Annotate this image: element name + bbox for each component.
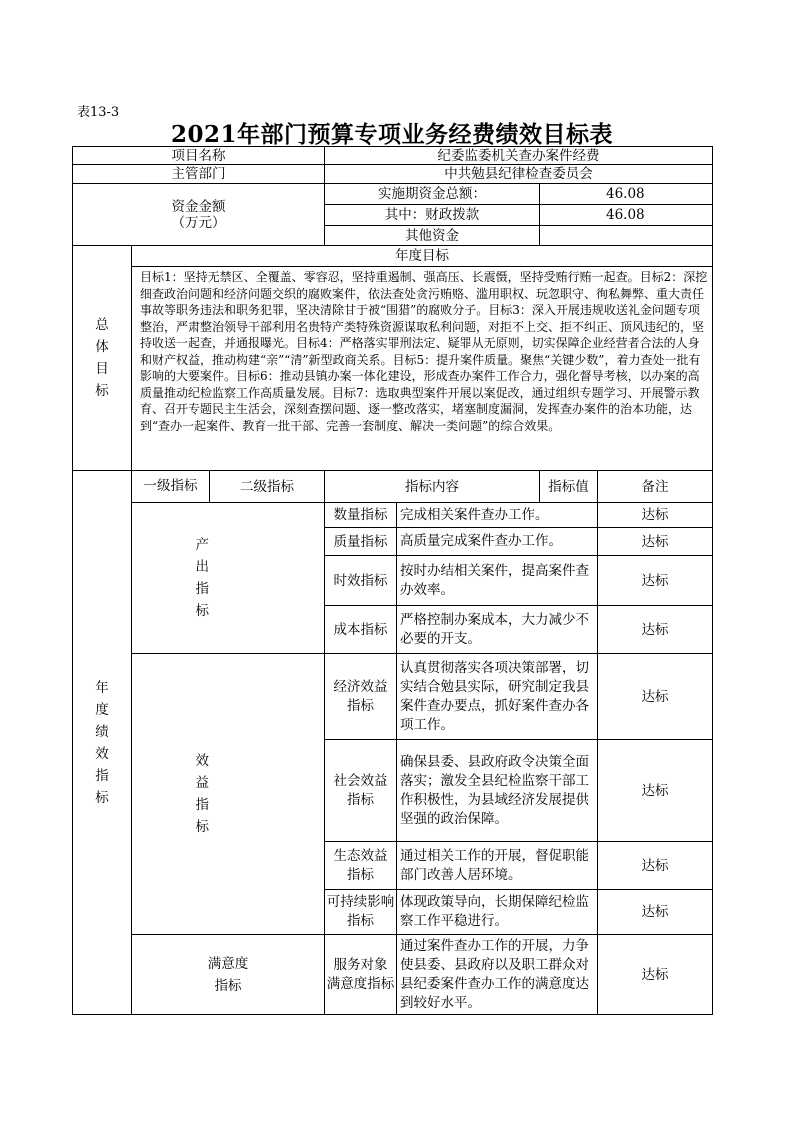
project-name-value: 纪委监委机关查办案件经费 [325,147,713,165]
department-value: 中共勉县纪律检查委员会 [325,165,713,184]
content-cell: 严格控制办案成本，大力减少不必要的开支。 [397,606,598,654]
level2-cell: 数量指标 [325,503,397,528]
overall-goal-label: 总 体 目 标 [73,246,132,471]
annual-goal-row [73,267,713,471]
indicator-header-row [73,471,713,503]
funds-label-line2: （万元） [171,214,226,231]
table-row [73,935,713,1015]
funds-other-value [540,226,713,246]
level2-cell: 经济效益 指标 [325,654,397,740]
level2-cell: 时效指标 [325,556,397,606]
group-spacer [132,503,188,654]
annual-goal-header: 年度目标 [132,246,713,267]
level2-cell: 生态效益 指标 [325,842,397,890]
funds-label-line1: 资金金额 [171,198,226,215]
group-spacer [132,654,188,935]
content-cell: 按时办结相关案件，提高案件查办效率。 [397,556,598,606]
value-cell: 达标 [598,528,713,556]
funds-fiscal-value: 46.08 [540,205,713,226]
group-satisfaction-label: 满意度 指标 [132,935,325,1015]
header-value: 指标值 [540,471,598,503]
content-cell: 体现政策导向，长期保障纪检监察工作平稳进行。 [397,890,598,935]
content-cell: 高质量完成案件查办工作。 [397,528,598,556]
header-level1: 一级指标 [132,471,210,503]
content-cell: 完成相关案件查办工作。 [397,503,598,528]
content-cell: 通过相关工作的开展，督促职能部门改善人居环境。 [397,842,598,890]
group-benefit-label: 效 益 指 标 [188,654,325,935]
funds-other-label: 其他资金 [325,226,540,246]
header-level2: 二级指标 [210,471,325,503]
value-cell: 达标 [598,654,713,740]
performance-table [72,146,713,1015]
value-cell: 达标 [598,740,713,842]
level2-cell: 成本指标 [325,606,397,654]
level2-cell: 质量指标 [325,528,397,556]
department-row [73,165,713,184]
value-cell: 达标 [598,890,713,935]
level2-cell: 社会效益 指标 [325,740,397,842]
content-cell: 认真贯彻落实各项决策部署，切实结合勉县实际，研究制定我县案件查办要点，抓好案件查办各项工作。 [397,654,598,740]
table-row [73,503,713,528]
funds-total-value: 46.08 [540,184,713,205]
table-row [73,654,713,740]
table-reference: 表13-3 [77,105,120,120]
funds-total-row [73,184,713,205]
value-cell: 达标 [598,842,713,890]
group-output-label: 产 出 指 标 [188,503,325,654]
level2-cell: 可持续影响 指标 [325,890,397,935]
annual-indicators-label: 年 度 绩 效 指 标 [73,471,132,1015]
department-label: 主管部门 [73,165,325,184]
level2-cell: 服务对象 满意度指标 [325,935,397,1015]
annual-goal-text: 目标1：坚持无禁区、全覆盖、零容忍，坚持重遏制、强高压、长震慑，坚持受贿行贿一起查。目标2：深挖细查政治问题和经济问题交织的腐败案件，依法查处贪污贿赂、滥用职权、玩忽职守、徇私舞弊、重大责任事故等职务违法和职务犯罪，坚决清除甘于被“围猎”的腐败分子。目标3：深入开展违规收送礼金问题专项整治，严肃整治领导干部利用名贵特产类特殊资源谋取私利问题，对拒不上交、拒不纠正、顶风违纪的，坚持收送一起查，并通报曝光。目标4：严格落实罪刑法定、疑罪从无原则，切实保障企业经营者合法的人身和财产权益，推动构建“亲”“清”新型政商关系。目标5：提升案件质量。聚焦“关键少数”，着力查处一批有影响的大要案件。目标6：推动县镇办案一体化建设，形成查办案件工作合力，强化督导考核，以办案的高质量推动纪检监察工作高质量发展。目标7：选取典型案件开展以案促改，通过组织专题学习、开展警示教育、召开专题民主生活会，深刻查摆问题、逐一整改落实，堵塞制度漏洞，发挥查办案件的治本功能，达到“查办一起案件、教育一批干部、完善一套制度、解决一类问题”的综合效果。 [132,267,713,471]
value-cell: 达标 [598,935,713,1015]
funds-label [73,184,325,246]
funds-total-label: 实施期资金总额： [325,184,540,205]
header-remark: 备注 [598,471,713,503]
value-cell: 达标 [598,503,713,528]
value-cell: 达标 [598,606,713,654]
header-content: 指标内容 [325,471,540,503]
project-name-label: 项目名称 [73,147,325,165]
project-name-row [73,147,713,165]
value-cell: 达标 [598,556,713,606]
content-cell: 通过案件查办工作的开展，力争使县委、县政府以及职工群众对县纪委案件查办工作的满意度达到较好水平。 [397,935,598,1015]
funds-fiscal-label: 其中：财政拨款 [325,205,540,226]
annual-goal-header-row [73,246,713,267]
page-title: 2021年部门预算专项业务经费绩效目标表 [170,121,613,148]
content-cell: 确保县委、县政府政令决策全面落实；激发全县纪检监察干部工作积极性，为县域经济发展提供坚强的政治保障。 [397,740,598,842]
